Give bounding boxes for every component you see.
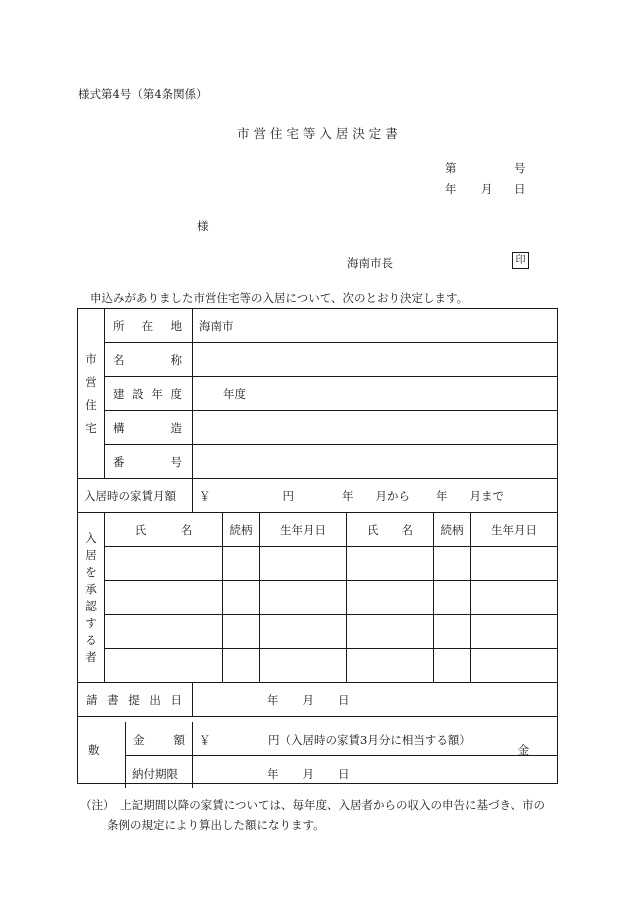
- resident-birthdate-header-1: 生年月日: [260, 513, 347, 547]
- resident-birthdate-cell: [260, 649, 347, 683]
- issue-year: 年: [445, 182, 457, 196]
- resident-birthdate-cell: [471, 581, 558, 615]
- seal-mark: 印: [512, 252, 529, 269]
- residents-header-row: [78, 513, 558, 547]
- resident-relation-cell: [434, 649, 471, 683]
- resident-row: [78, 649, 558, 683]
- resident-name-cell: [105, 649, 223, 683]
- resident-relation-cell: [434, 547, 471, 581]
- resident-birthdate-cell: [471, 547, 558, 581]
- deposit-amount-label: 金 額: [133, 733, 185, 747]
- resident-row: [78, 547, 558, 581]
- resident-name-cell: [105, 547, 223, 581]
- resident-birthdate-cell: [471, 615, 558, 649]
- resident-birthdate-header-2: 生年月日: [471, 513, 558, 547]
- resident-birthdate-cell: [260, 581, 347, 615]
- housing-row-number: [78, 445, 558, 479]
- form-number: 様式第4号（第4条関係）: [78, 87, 208, 101]
- housing-name-label: 名 称: [105, 343, 193, 377]
- resident-name-cell: [347, 547, 434, 581]
- footnote-line-2: 条例の規定により算出した額になります。: [107, 818, 325, 832]
- construction-year-label: 建 設 年 度: [105, 377, 193, 411]
- resident-name-cell: [105, 615, 223, 649]
- resident-name-cell: [347, 581, 434, 615]
- document-title: 市 営 住 宅 等 入 居 決 定 書: [237, 126, 398, 141]
- doc-no-prefix: 第: [445, 161, 457, 175]
- deposit-deadline-value: 年 月 日: [267, 767, 350, 781]
- deposit-amount-value: ￥ 円（入居時の家賃3月分に相当する額）: [199, 733, 471, 747]
- resident-relation-cell: [434, 581, 471, 615]
- resident-name-cell: [347, 615, 434, 649]
- resident-relation-cell: [223, 581, 260, 615]
- resident-relation-header-1: 続柄: [223, 513, 260, 547]
- footnote: [80, 795, 545, 835]
- residents-group-label: 入 居 を 承 認 す る 者: [78, 513, 105, 683]
- deposit-divider: [125, 755, 557, 756]
- decision-table: [77, 308, 558, 784]
- resident-relation-cell: [434, 615, 471, 649]
- resident-row: [78, 581, 558, 615]
- unit-number-value: [193, 445, 558, 479]
- request-date-value: 年 月 日: [193, 683, 558, 717]
- addressee-suffix: 様: [197, 219, 209, 233]
- request-date-row: [78, 683, 558, 717]
- structure-value: [193, 411, 558, 445]
- housing-name-value: [193, 343, 558, 377]
- resident-relation-cell: [223, 649, 260, 683]
- resident-relation-cell: [223, 547, 260, 581]
- location-value: 海南市: [193, 309, 558, 343]
- housing-row-name: [78, 343, 558, 377]
- doc-no-suffix: 号: [514, 161, 526, 175]
- housing-row-structure: [78, 411, 558, 445]
- intro-text: 申込みがありました市営住宅等の入居について、次のとおり決定します。: [90, 291, 469, 305]
- request-date-label: 請 書 提 出 日: [78, 683, 193, 717]
- housing-row-year: [78, 377, 558, 411]
- resident-birthdate-cell: [260, 547, 347, 581]
- construction-year-value: 年度: [193, 377, 558, 411]
- resident-name-header-1: 氏 名: [105, 513, 223, 547]
- resident-birthdate-cell: [471, 649, 558, 683]
- structure-label: 構 造: [105, 411, 193, 445]
- resident-name-cell: [105, 581, 223, 615]
- rent-label: 入居時の家賃月額: [78, 479, 193, 513]
- rent-row: [78, 479, 558, 513]
- issue-month: 月: [481, 182, 493, 196]
- resident-row: [78, 615, 558, 649]
- housing-group-label: 市 営 住 宅: [78, 309, 105, 479]
- resident-birthdate-cell: [260, 615, 347, 649]
- deposit-deadline-label: 納付期限: [132, 767, 178, 781]
- unit-number-label: 番 号: [105, 445, 193, 479]
- location-label: 所 在 地: [105, 309, 193, 343]
- footnote-line-1: （注） 上記期間以降の家賃については、毎年度、入居者からの収入の申告に基づき、市の: [80, 798, 546, 812]
- resident-relation-header-2: 続柄: [434, 513, 471, 547]
- issuer-name: 海南市長: [347, 256, 393, 270]
- deposit-label: 敷 金: [78, 717, 558, 784]
- issue-day: 日: [514, 182, 526, 196]
- resident-relation-cell: [223, 615, 260, 649]
- resident-name-header-2: 氏 名: [347, 513, 434, 547]
- resident-name-cell: [347, 649, 434, 683]
- rent-value: ￥ 円 年 月から 年 月まで: [193, 479, 558, 513]
- housing-row-location: [78, 309, 558, 343]
